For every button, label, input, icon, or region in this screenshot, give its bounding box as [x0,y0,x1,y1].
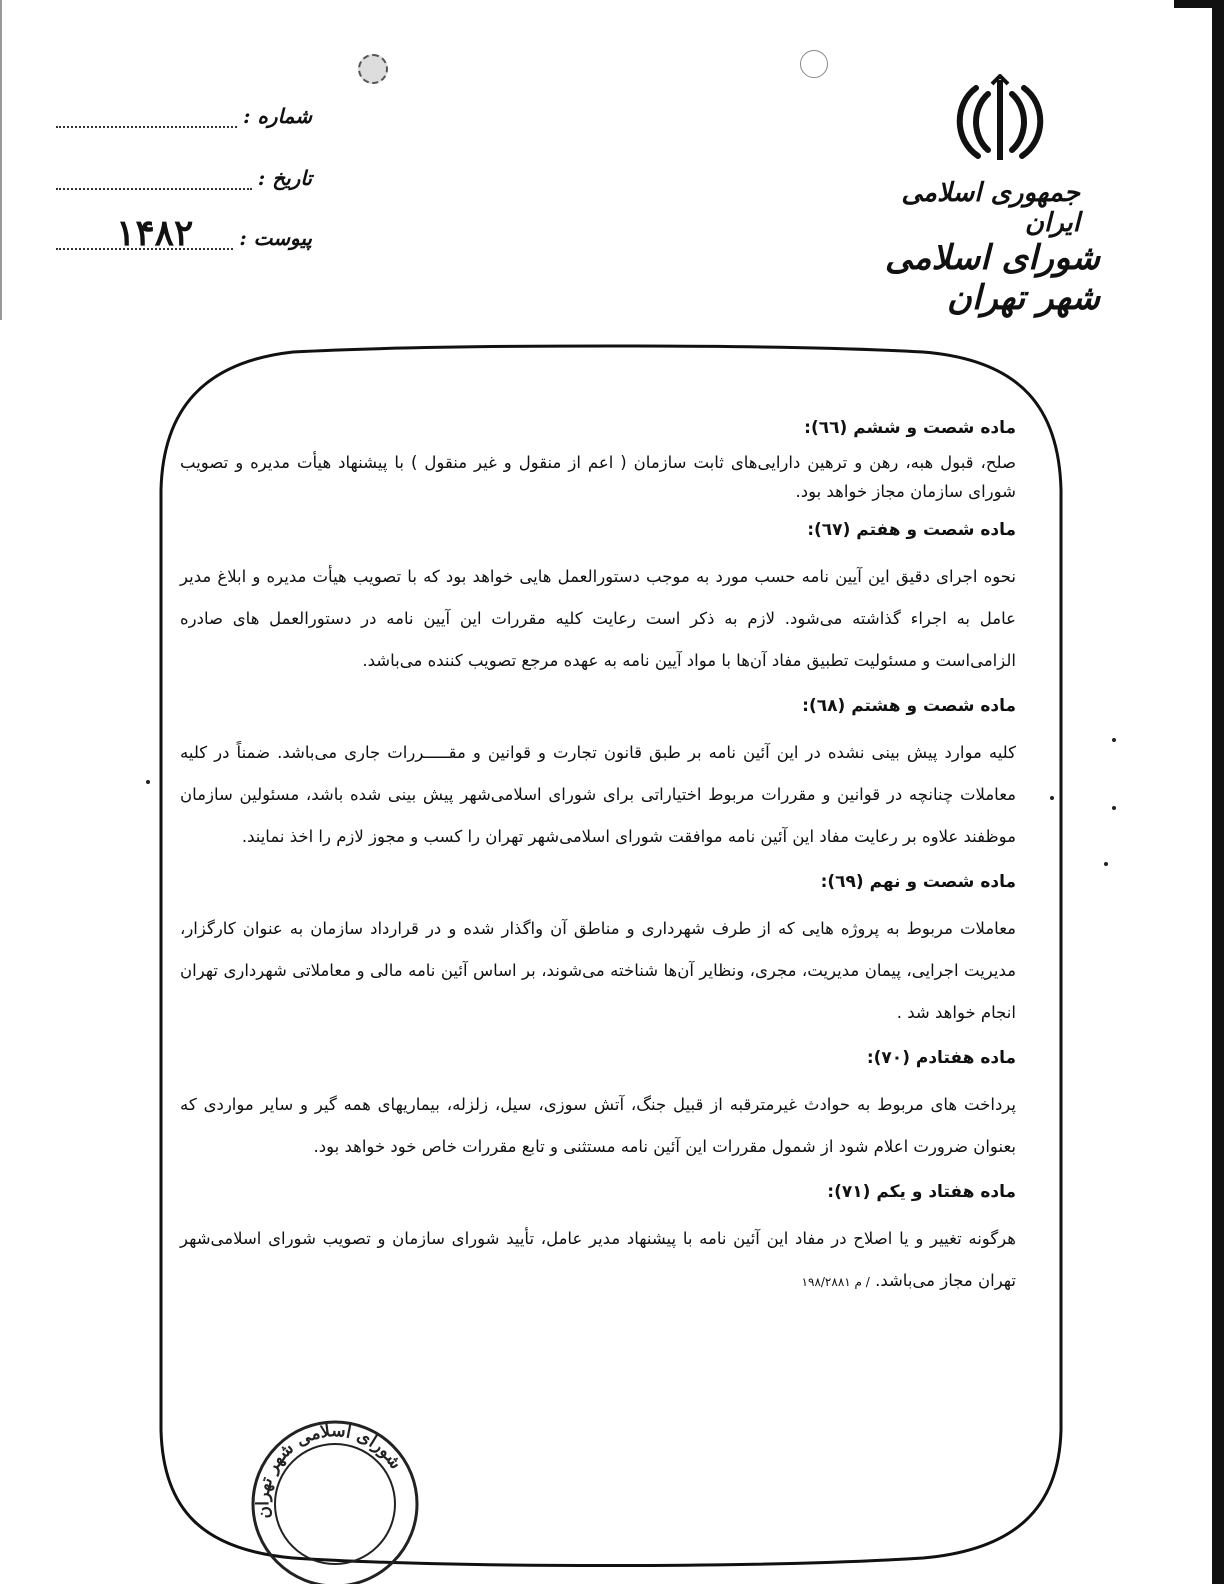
article [180,510,1016,682]
council-name: شورای اسلامی شهر تهران [884,238,1100,318]
article-body-text: هرگونه تغییر و یا اصلاح در مفاد این آئین نامه با پیشنهاد مدیر عامل، تأیید شورای سازمان و تصویب شورای اسلامی‌شهر تهران مجاز می‌باشد. [180,1229,1016,1290]
letter-number-field [56,98,312,128]
reference-number: / م ۱۹۸/۲۸۸۱ [801,1275,870,1289]
number-label: شماره : [243,104,312,128]
article [180,862,1016,1034]
attachment-value: ۱۴۸۲ [116,212,194,254]
punch-hole-left [358,54,388,84]
punch-hole-right [800,50,828,78]
article-body: کلیه موارد پیش بینی نشده در این آئین نامه بر طبق قانون تجارت و قوانین و مقـــــررات جاری می‌باشد. ضمناً در کلیه معاملات چنانچه در قوانین و مقررات مربوط اختیاراتی برای شورای اسلامی‌شهر پیش بینی شده باشد، مسئولین سازمان موظفند علاوه بر رعایت مفاد این آئین نامه موافقت شورای اسلامی‌شهر تهران را کسب و مجوز لازم را اخذ نمایند. [180,743,1016,846]
article-heading: ماده هفتادم (٧٠): [866,1048,1016,1068]
council-seal-stamp [240,1408,430,1584]
article [180,1038,1016,1168]
scan-left-shadow [0,0,2,320]
attachment-line [56,212,233,254]
article-heading: ماده هفتاد و یکم (٧١): [827,1182,1016,1202]
attachment-label: پیوست : [239,226,312,250]
article-body: معاملات مربوط به پروژه هایی که از طرف شهرداری و مناطق آن واگذار شده و در قرارداد سازمان به عنوان کارگزار، مدیریت اجرایی، پیمان مدیریت، مجری، ونظایر آن‌ها شناخته می‌شوند، بر اساس آئین نامه مالی و معاملاتی شهرداری تهران انجام خواهد شد . [180,919,1016,1022]
attachment-field [56,212,312,254]
article [180,408,1016,506]
article-heading: ماده شصت و هفتم (٦٧): [807,520,1016,540]
scan-page-edge [1212,0,1224,1584]
date-label: تاریخ : [257,166,312,190]
article-body: پرداخت های مربوط به حوادث غیرمترقبه از قبیل جنگ، آتش سوزی، سیل، زلزله، بیماریهای همه گیر و سایر مواردی که بعنوان ضرورت اعلام شود از شمول مقررات این آئین نامه مستثنی و تابع مقررات خاص خود خواهد بود. [180,1095,1016,1156]
article-heading: ماده شصت و نهم (٦٩): [820,872,1016,892]
letter-date-field [56,160,312,190]
seal-text: شورای اسلامی شهر تهران [253,1421,406,1521]
articles-section [180,408,1016,1307]
article-body: صلح، قبول هبه، رهن و ترهین دارایی‌های ثابت سازمان ( اعم از منقول و غیر منقول ) با پیشنهاد هیأت مدیره و تصویب شورای سازمان مجاز خواهد بود. [180,453,1016,501]
number-line [56,110,237,128]
article-body: نحوه اجرای دقیق این آیین نامه حسب مورد به موجب دستورالعمل هایی خواهد بود که با تصویب هیأت مدیره و ابلاغ مدیر عامل به اجراء گذاشته می‌شود. لازم به ذکر است رعایت کلیه مقررات این آیین نامه در دستورالعمل های صادره الزامی‌است و مسئولیت تطبیق مفاد آن‌ها با مواد آیین نامه به عهده مرجع تصویب کننده می‌باشد. [180,567,1016,670]
scan-page-edge-top [1174,0,1224,8]
date-line [56,172,252,190]
article-body [180,1218,1016,1303]
article [180,1172,1016,1303]
article [180,686,1016,858]
republic-name: جمهوری اسلامی ایران [901,178,1080,238]
iran-emblem-icon [948,74,1052,166]
article-heading: ماده شصت و هشتم (٦٨): [802,696,1016,716]
article-heading: ماده شصت و ششم (٦٦): [804,418,1016,438]
